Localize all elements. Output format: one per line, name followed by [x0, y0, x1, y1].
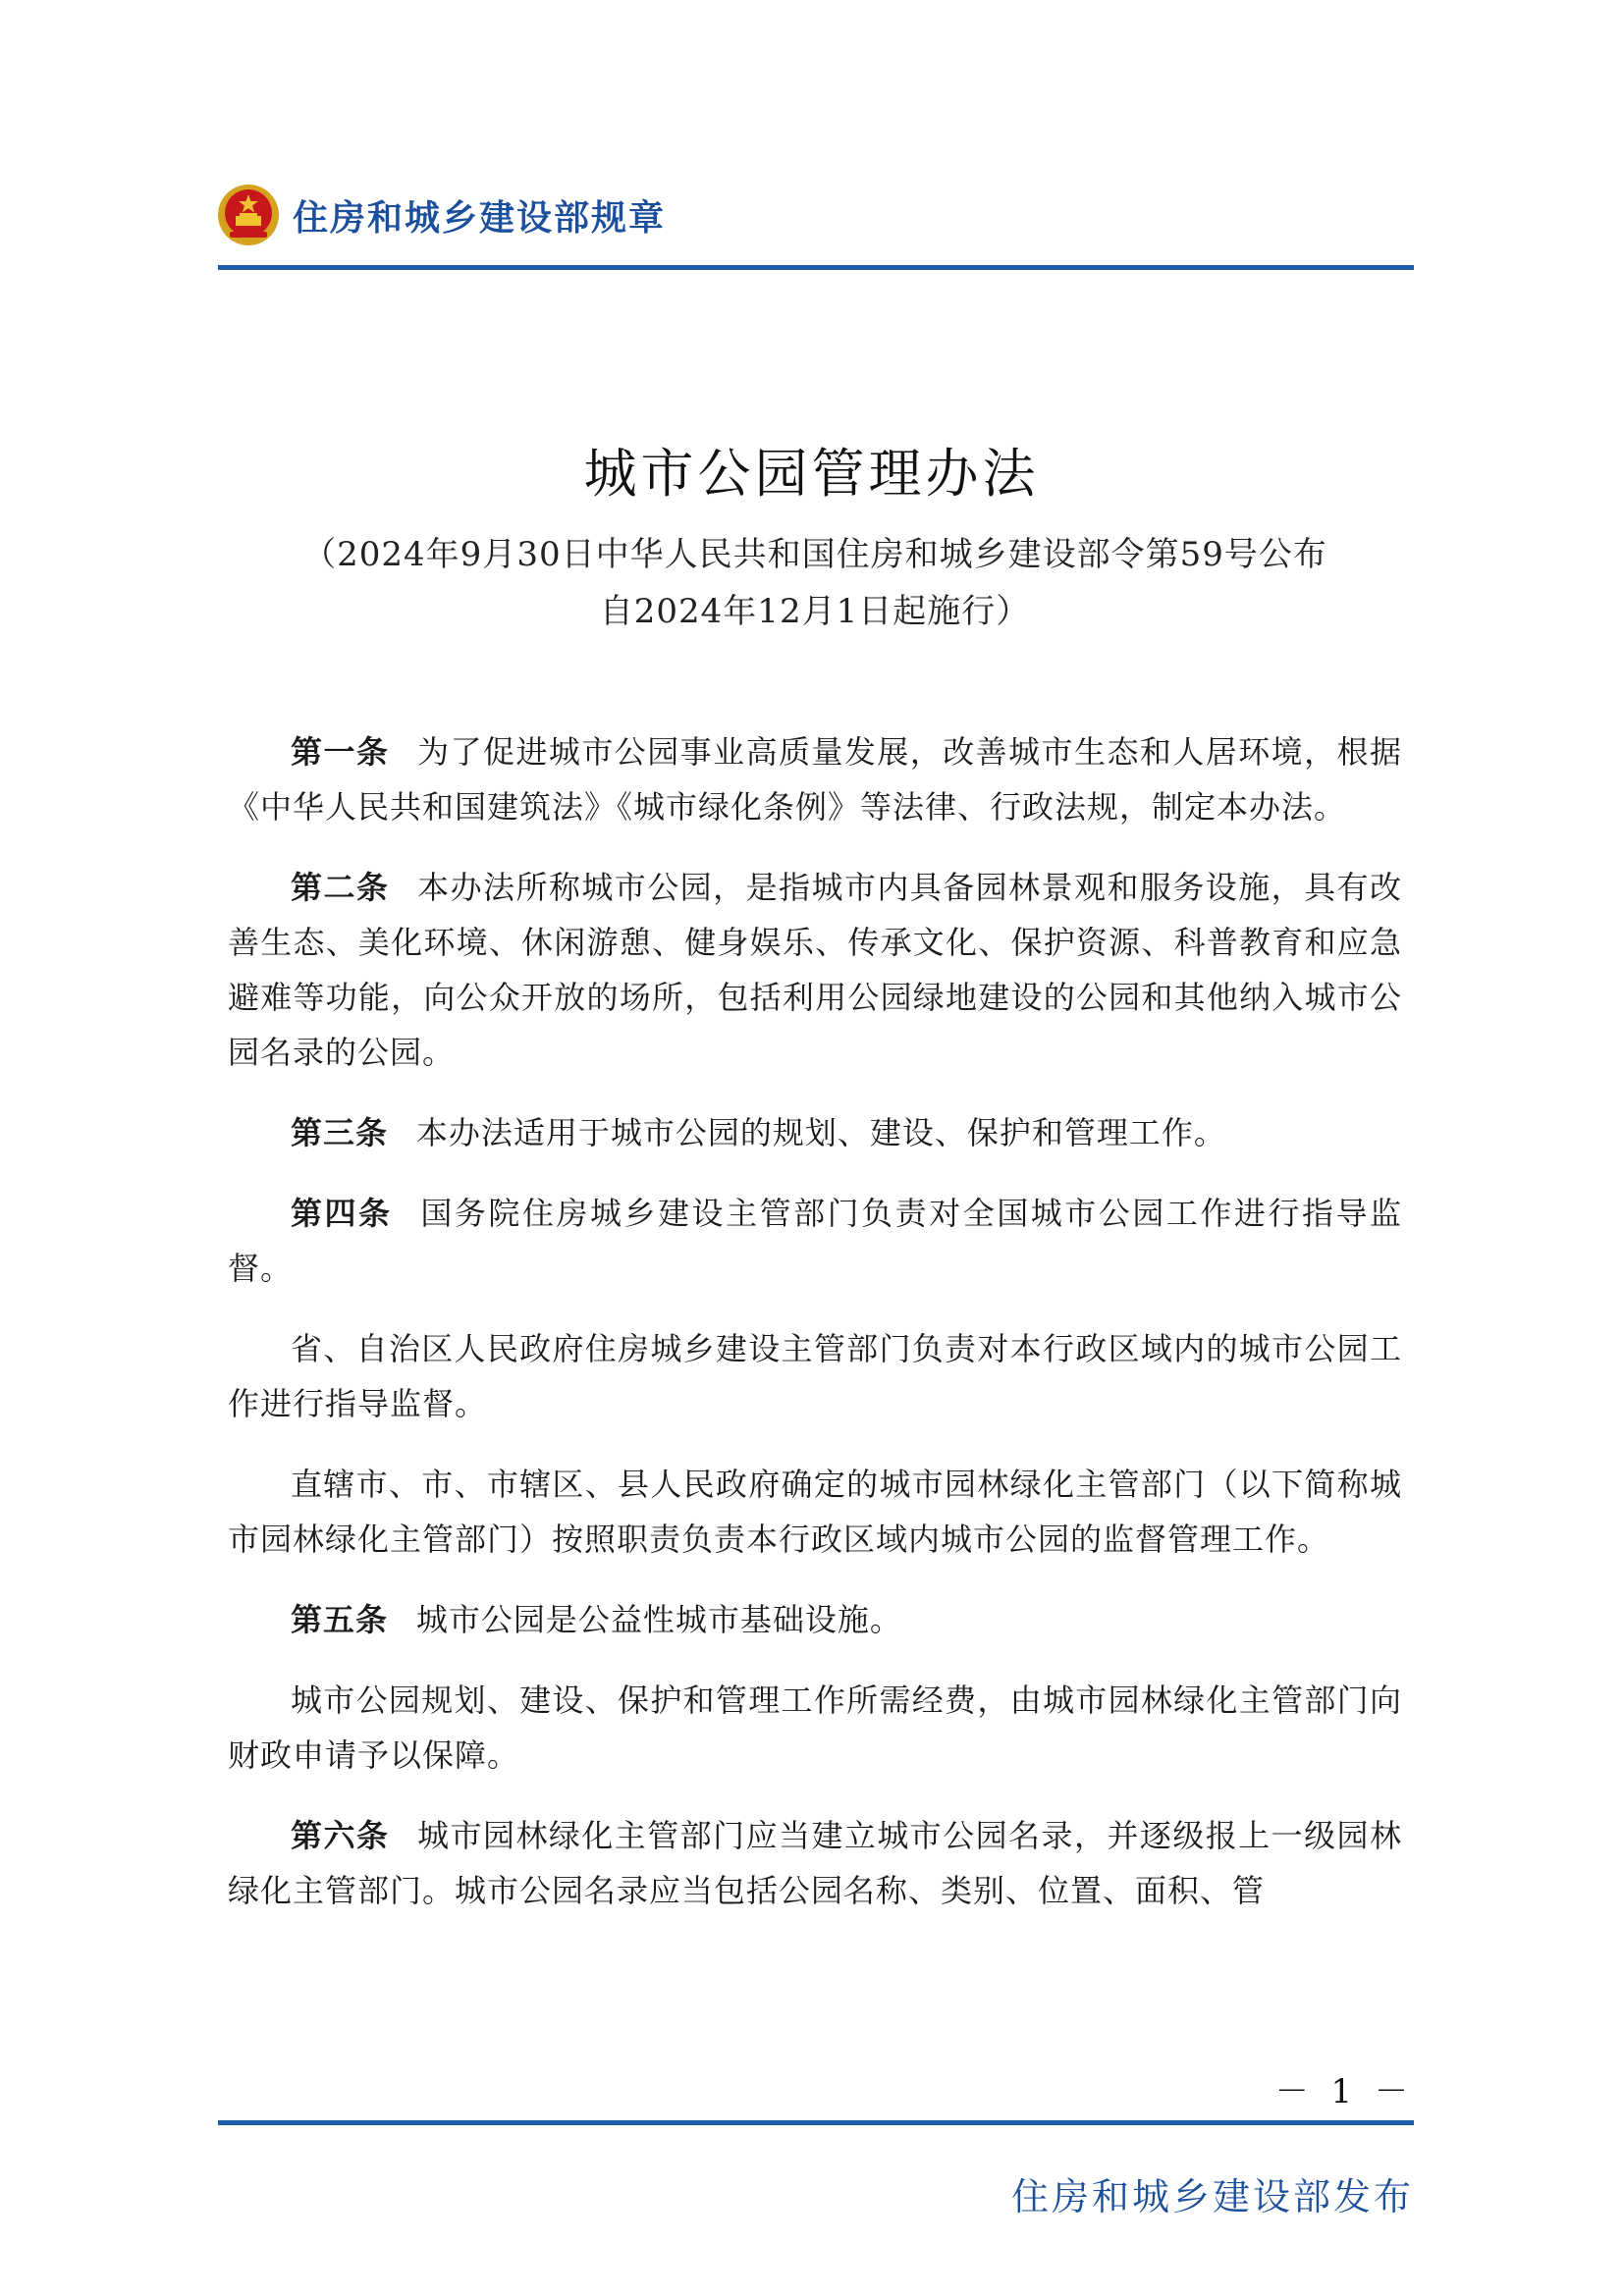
national-emblem-icon — [216, 183, 281, 247]
article-paragraph — [228, 1592, 1402, 1647]
article-number: 第四条 — [291, 1195, 393, 1232]
page-number: － 1 － — [1274, 2072, 1414, 2111]
article-text: 本办法所称城市公园，是指城市内具备园林景观和服务设施，具有改善生态、美化环境、休闲游憩、健身娱乐、传承文化、保护资源、科普教育和应急避难等功能，向公众开放的场所，包括利用公园绿地建设的公园和其他纳入城市公园名录的公园。 — [228, 869, 1402, 1071]
article-number: 第五条 — [291, 1601, 389, 1638]
article-number: 第六条 — [291, 1817, 390, 1854]
article-text: 城市公园是公益性城市基础设施。 — [415, 1601, 902, 1638]
footer-divider — [218, 2120, 1414, 2125]
article-paragraph — [228, 1321, 1402, 1431]
article-text: 国务院住房城乡建设主管部门负责对全国城市公园工作进行指导监督。 — [228, 1195, 1402, 1287]
article-paragraph — [228, 1105, 1402, 1160]
subtitle-line: 自2024年12月1日起施行） — [599, 592, 1031, 631]
article-paragraph — [228, 1457, 1402, 1567]
subtitle-line: （2024年9月30日中华人民共和国住房和城乡建设部令第59号公布 — [302, 535, 1327, 574]
article-text: 本办法适用于城市公园的规划、建设、保护和管理工作。 — [415, 1114, 1226, 1151]
document-title: 城市公园管理办法 — [583, 443, 1040, 505]
article-text: 为了促进城市公园事业高质量发展，改善城市生态和人居环境，根据《中华人民共和国建筑法》《城市绿化条例》等法律、行政法规，制定本办法。 — [228, 733, 1402, 826]
article-paragraph — [228, 1808, 1402, 1918]
article-paragraph — [228, 1673, 1402, 1783]
article-text: 城市园林绿化主管部门应当建立城市公园名录，并逐级报上一级园林绿化主管部门。城市公园名录应当包括公园名称、类别、位置、面积、管 — [228, 1817, 1402, 1909]
page-header — [216, 175, 1414, 253]
article-paragraph — [228, 1186, 1402, 1296]
article-number: 第三条 — [291, 1114, 389, 1151]
article-number: 第二条 — [291, 869, 390, 906]
article-text: 省、自治区人民政府住房城乡建设主管部门负责对本行政区域内的城市公园工作进行指导监督。 — [228, 1330, 1402, 1422]
article-paragraph — [228, 860, 1402, 1080]
article-number: 第一条 — [291, 733, 390, 771]
article-paragraph — [228, 724, 1402, 834]
article-text: 直辖市、市、市辖区、县人民政府确定的城市园林绿化主管部门（以下简称城市园林绿化主管部门）按照职责负责本行政区域内城市公园的监督管理工作。 — [228, 1466, 1402, 1558]
document-body — [228, 724, 1402, 1944]
header-divider — [218, 265, 1414, 270]
header-title: 住房和城乡建设部规章 — [293, 198, 667, 239]
footer-publisher: 住房和城乡建设部发布 — [1010, 2175, 1414, 2218]
document-subtitle — [245, 526, 1384, 640]
article-text: 城市公园规划、建设、保护和管理工作所需经费，由城市园林绿化主管部门向财政申请予以保障。 — [228, 1682, 1402, 1774]
